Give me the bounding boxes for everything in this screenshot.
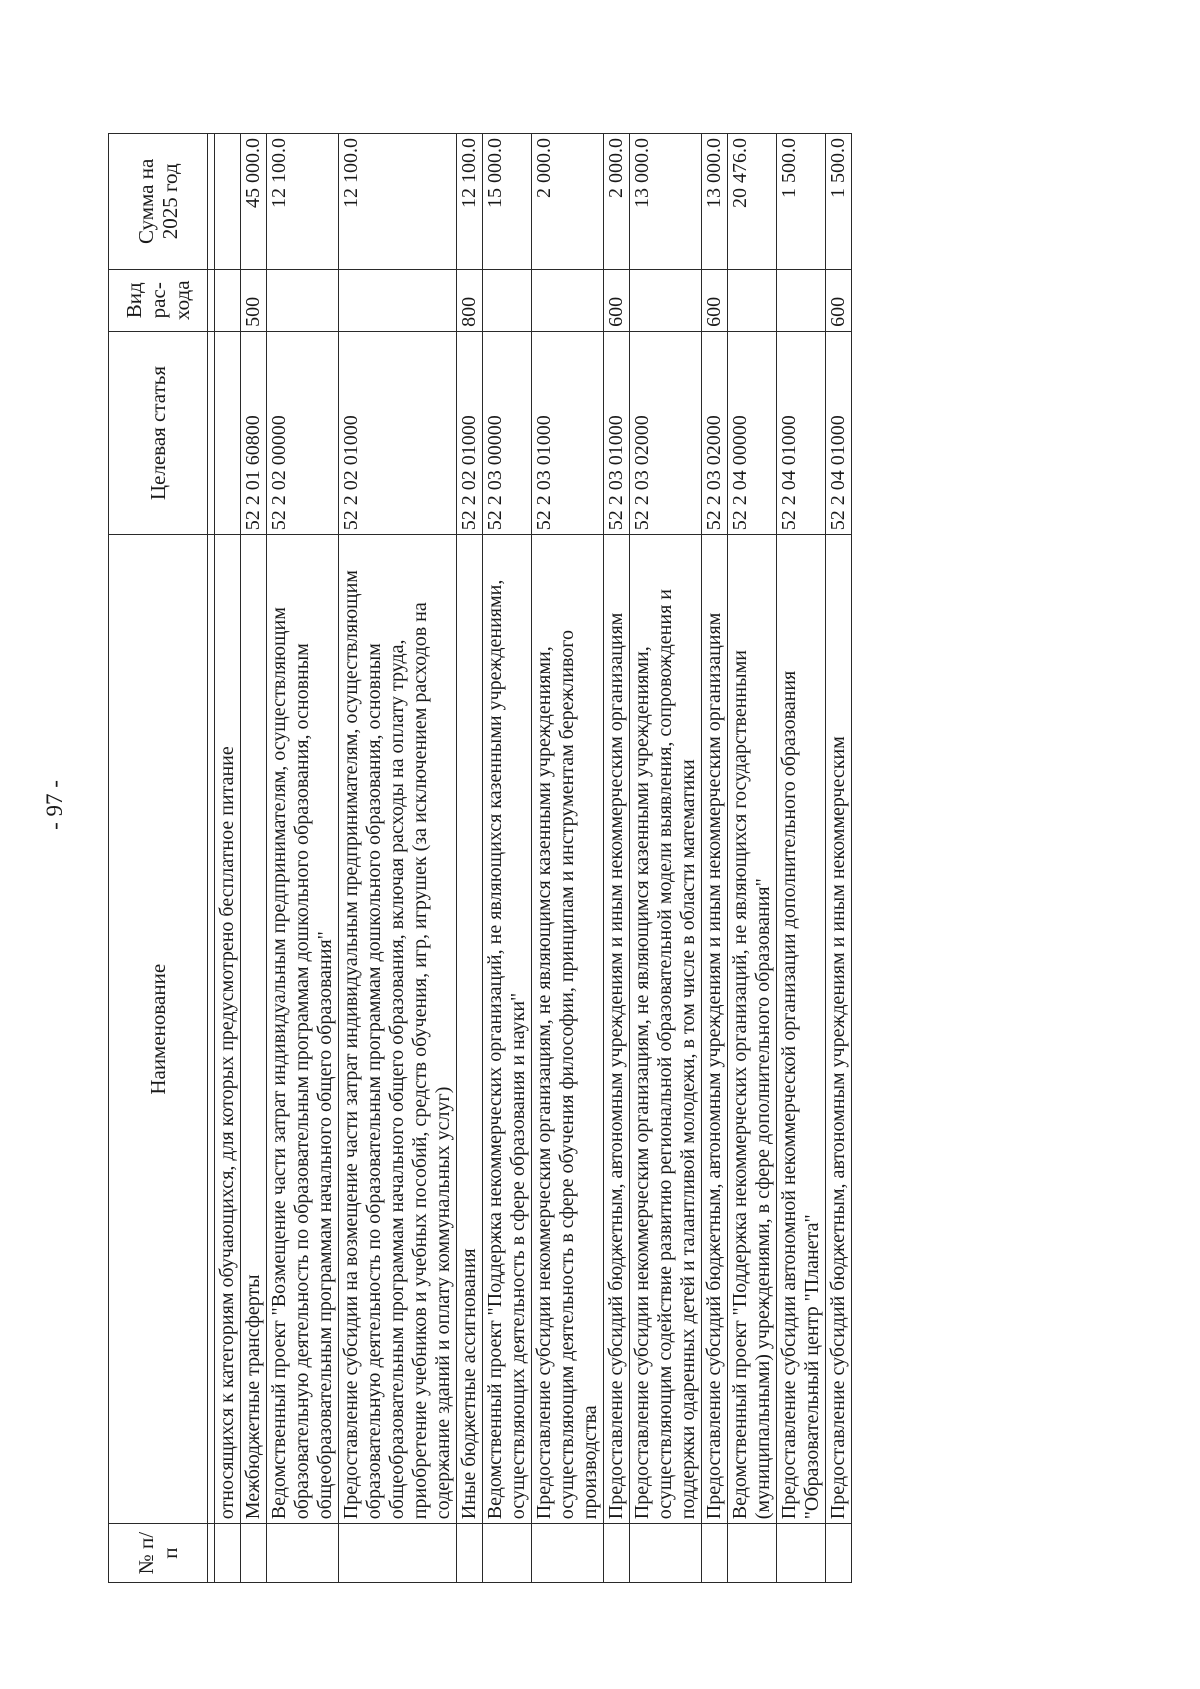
row-num [267,1524,339,1583]
row-amount: 2 000.0 [604,134,630,270]
row-name: Ведомственный проект "Возмещение части затрат индивидуальным предпринимателям, осуществляющим образовательную деятельность по образовательным программам дошкольного образования, основным общеобразовательным программам начального общего образования" [267,535,339,1524]
row-amount: 2 000.0 [532,134,604,270]
row-name: Ведомственный проект "Поддержка некоммерческих организаций, не являющихся государственными (муниципальными) учреждениями, в сфере дополнительного образования" [728,535,777,1524]
row-code: 52 2 01 60800 [241,331,267,534]
row-code: 52 2 02 01000 [339,331,457,534]
budget-table [108,133,852,1583]
table-row [728,134,777,1583]
table-row [630,134,702,1583]
row-code: 52 2 02 00000 [267,331,339,534]
header-name: Наименование [109,535,208,1524]
row-amount: 45 000.0 [241,134,267,270]
row-name: Предоставление субсидии автономной некоммерческой организации дополнительного образования "Образовательный центр "Планета" [777,535,826,1524]
header-code: Целевая статья [109,331,208,534]
row-amount: 1 500.0 [826,134,852,270]
row-num [215,1524,241,1583]
row-num [457,1524,483,1583]
rotated-page-content [108,133,852,1583]
row-name: Предоставление субсидий бюджетным, автономным учреждениям и иным некоммерческим организациям [702,535,728,1524]
row-name: относящихся к категориям обучающихся, для которых предусмотрено бесплатное питание [215,535,241,1524]
table-row [339,134,457,1583]
row-name: Предоставление субсидии на возмещение части затрат индивидуальным предпринимателям, осуществляющим образовательную деятельность по образовательным программам дошкольного образования, основным общеобразовательным программам начального общего образования, включая расходы на оплату труда, приобретение учебников и учебных пособий, средств обучения, игр, игрушек (за исключением расходов на содержание зданий и оплату коммунальных услуг) [339,535,457,1524]
table-row [267,134,339,1583]
row-code: 52 2 04 01000 [777,331,826,534]
row-code: 52 2 03 00000 [483,331,532,534]
row-type: 800 [457,269,483,331]
page-number: - 97 - [42,780,67,830]
row-num [728,1524,777,1583]
table-row [702,134,728,1583]
header-type: Вид рас-хода [109,269,208,331]
table-row [483,134,532,1583]
row-type [777,269,826,331]
row-type [728,269,777,331]
row-num [826,1524,852,1583]
row-name: Предоставление субсидий бюджетным, автономным учреждениям и иным некоммерческим организациям [604,535,630,1524]
row-amount: 20 476.0 [728,134,777,270]
row-name: Ведомственный проект "Поддержка некоммерческих организаций, не являющихся казенными учреждениями, осуществляющих деятельность в сфере образования и науки" [483,535,532,1524]
row-code: 52 2 03 01000 [532,331,604,534]
row-name: Предоставление субсидий бюджетным, автономным учреждениям и иным некоммерческим [826,535,852,1524]
table-row [532,134,604,1583]
header-spacer-row [208,134,215,1583]
row-type [267,269,339,331]
row-num [241,1524,267,1583]
row-name: Межбюджетные трансферты [241,535,267,1524]
row-amount: 15 000.0 [483,134,532,270]
row-type [215,269,241,331]
row-type: 600 [604,269,630,331]
table-row [457,134,483,1583]
row-name: Иные бюджетные ассигнования [457,535,483,1524]
table-row [215,134,241,1583]
row-code: 52 2 03 01000 [604,331,630,534]
row-code: 52 2 02 01000 [457,331,483,534]
row-amount: 12 100.0 [339,134,457,270]
row-type [532,269,604,331]
row-code: 52 2 03 02000 [630,331,702,534]
table-row [604,134,630,1583]
row-type: 500 [241,269,267,331]
row-name: Предоставление субсидии некоммерческим организациям, не являющимся казенными учреждениями, осуществляющим содействие развитию региональной образовательной модели выявления, сопровождения и поддержки одаренных детей и талантливой молодежи, в том числе в области математики [630,535,702,1524]
row-num [777,1524,826,1583]
header-amount: Сумма на 2025 год [109,134,208,270]
row-type [483,269,532,331]
header-row [109,134,208,1583]
row-num [702,1524,728,1583]
row-code: 52 2 03 02000 [702,331,728,534]
row-num [339,1524,457,1583]
row-code: 52 2 04 00000 [728,331,777,534]
row-amount: 13 000.0 [702,134,728,270]
row-num [483,1524,532,1583]
row-amount [215,134,241,270]
row-num [604,1524,630,1583]
table-row [826,134,852,1583]
row-type [630,269,702,331]
table-row [241,134,267,1583]
row-type [339,269,457,331]
header-num: № п/п [109,1524,208,1583]
row-code: 52 2 04 01000 [826,331,852,534]
row-amount: 12 100.0 [457,134,483,270]
row-num [630,1524,702,1583]
row-code [215,331,241,534]
row-amount: 12 100.0 [267,134,339,270]
row-amount: 13 000.0 [630,134,702,270]
row-name: Предоставление субсидии некоммерческим организациям, не являющимся казенными учреждениями, осуществляющим деятельность в сфере обучения философии, принципам и инструментам бережливого производства [532,535,604,1524]
row-num [532,1524,604,1583]
table-row [777,134,826,1583]
row-amount: 1 500.0 [777,134,826,270]
row-type: 600 [702,269,728,331]
row-type: 600 [826,269,852,331]
